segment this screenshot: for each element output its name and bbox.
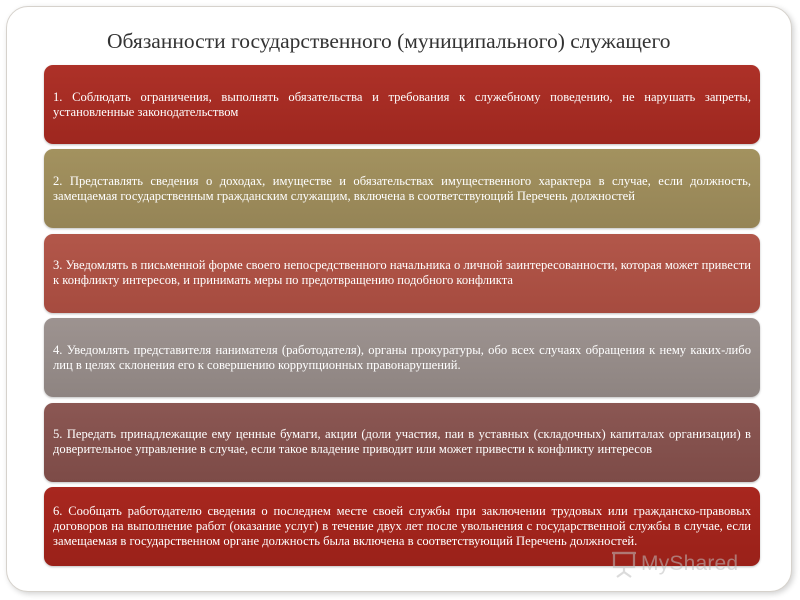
duty-item-1: [44, 65, 760, 144]
duty-item-6: [44, 487, 760, 566]
slide-title: Обязанности государственного (муниципального) служащего: [107, 29, 671, 53]
duty-item-3: [44, 234, 760, 313]
duties-list: [44, 65, 760, 571]
duty-item-text: 3. Уведомлять в письменной форме своего непосредственного начальника о личной заинтересованности, которая может привести к конфликту интересов, и принимать меры по предотвращению подобного конфликта: [53, 258, 751, 288]
duty-item-2: [44, 149, 760, 228]
duty-item-text: 6. Сообщать работодателю сведения о последнем месте своей службы при заключении трудовых или гражданско-правовых договоров на выполнение работ (оказание услуг) в течение двух лет после увольнения с государственной службы в случае, если замещаемая в государственном органе должность была включена в соответствующий Перечень должностей.: [53, 503, 751, 548]
slide: [6, 6, 792, 592]
duty-item-text: 1. Соблюдать ограничения, выполнять обязательства и требования к служебному поведению, не нарушать запреты, установленные законодательством: [53, 89, 751, 119]
duty-item-5: [44, 403, 760, 482]
watermark-text: MyShared: [641, 552, 739, 575]
duty-item-text: 2. Представлять сведения о доходах, имуществе и обязательствах имущественного характера в случае, если должность, замещаемая государственным гражданским служащим, включена в соответствующий Перечень должностей: [53, 173, 751, 203]
duty-item-4: [44, 318, 760, 397]
duty-item-text: 5. Передать принадлежащие ему ценные бумаги, акции (доли участия, паи в уставных (складочных) капиталах организации) в доверительное управление в случае, если такое владение приводит или может привести к конфликту интересов: [53, 427, 751, 457]
duty-item-text: 4. Уведомлять представителя нанимателя (работодателя), органы прокуратуры, обо всех случаях обращения к нему каких-либо лиц в целях склонения его к совершению коррупционных правонарушений.: [53, 342, 751, 372]
